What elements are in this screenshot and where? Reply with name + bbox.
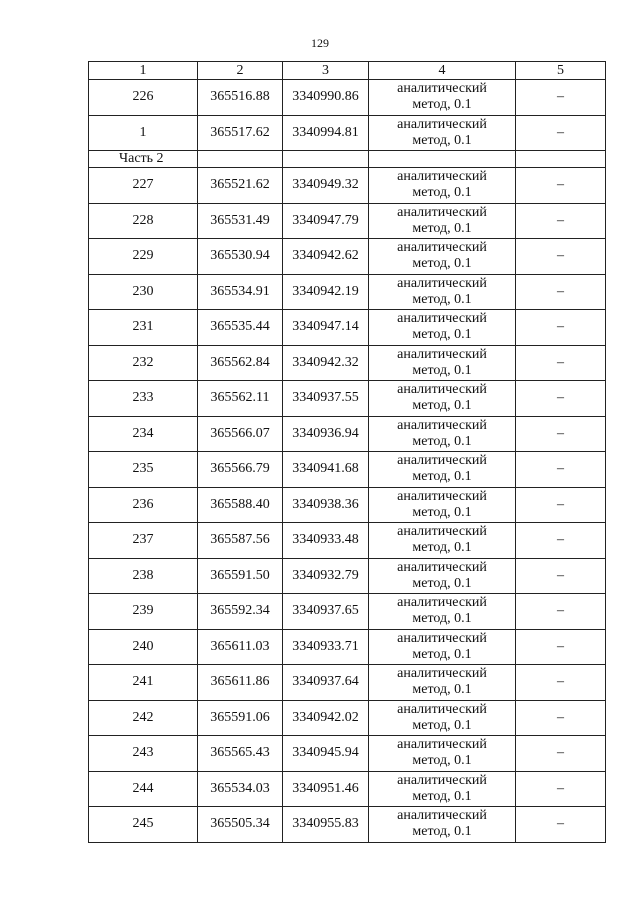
table-row [89,665,606,701]
method-accuracy: метод, 0.1 [412,540,472,556]
point-number-cell: 227 [89,168,198,204]
point-number-cell: 232 [89,345,198,381]
method-accuracy: метод, 0.1 [412,646,472,662]
method-cell [369,629,516,665]
note-cell: – [516,345,606,381]
section-label: Часть 2 [89,151,198,168]
method-name: аналитический [397,737,487,753]
method-cell [369,736,516,772]
y-coordinate-cell: 3340942.62 [283,239,369,275]
x-coordinate-cell: 365566.79 [198,452,283,488]
method-accuracy: метод, 0.1 [412,824,472,840]
note-cell: – [516,665,606,701]
table-row [89,381,606,417]
note-cell: – [516,594,606,630]
x-coordinate-cell: 365611.03 [198,629,283,665]
point-number-cell: 241 [89,665,198,701]
table-row [89,345,606,381]
point-number-cell: 238 [89,558,198,594]
method-accuracy: метод, 0.1 [412,504,472,520]
x-coordinate-cell: 365517.62 [198,115,283,151]
method-cell [369,203,516,239]
note-cell: – [516,115,606,151]
table-row [89,416,606,452]
x-coordinate-cell: 365562.11 [198,381,283,417]
method-name: аналитический [397,116,487,132]
header-col-4: 4 [369,62,516,80]
point-number-cell: 228 [89,203,198,239]
y-coordinate-cell: 3340937.55 [283,381,369,417]
table-row [89,452,606,488]
method-cell [369,274,516,310]
x-coordinate-cell: 365566.07 [198,416,283,452]
table-row [89,700,606,736]
method-name: аналитический [397,701,487,717]
x-coordinate-cell: 365531.49 [198,203,283,239]
method-cell [369,345,516,381]
y-coordinate-cell: 3340951.46 [283,771,369,807]
y-coordinate-cell: 3340933.71 [283,629,369,665]
method-name: аналитический [397,808,487,824]
table-row [89,274,606,310]
x-coordinate-cell: 365565.43 [198,736,283,772]
note-cell: – [516,168,606,204]
table-body [89,80,606,843]
y-coordinate-cell: 3340947.79 [283,203,369,239]
x-coordinate-cell: 365592.34 [198,594,283,630]
table-row [89,736,606,772]
x-coordinate-cell: 365591.06 [198,700,283,736]
method-cell [369,239,516,275]
point-number-cell: 245 [89,807,198,843]
method-name: аналитический [397,488,487,504]
method-accuracy: метод, 0.1 [412,256,472,272]
table-row [89,168,606,204]
note-cell: – [516,523,606,559]
y-coordinate-cell: 3340990.86 [283,80,369,116]
method-accuracy: метод, 0.1 [412,291,472,307]
method-name: аналитический [397,453,487,469]
table-row [89,807,606,843]
method-cell [369,452,516,488]
table-row [89,594,606,630]
method-accuracy: метод, 0.1 [412,611,472,627]
y-coordinate-cell: 3340936.94 [283,416,369,452]
header-col-2: 2 [198,62,283,80]
page-number: 129 [311,36,329,50]
method-cell [369,168,516,204]
note-cell: – [516,452,606,488]
table-row [89,203,606,239]
table-row [89,115,606,151]
y-coordinate-cell: 3340938.36 [283,487,369,523]
note-cell: – [516,381,606,417]
method-name: аналитический [397,630,487,646]
header-col-1: 1 [89,62,198,80]
point-number-cell: 240 [89,629,198,665]
method-name: аналитический [397,204,487,220]
method-name: аналитический [397,275,487,291]
method-cell [369,700,516,736]
note-cell: – [516,80,606,116]
x-coordinate-cell: 365505.34 [198,807,283,843]
method-name: аналитический [397,559,487,575]
header-col-5: 5 [516,62,606,80]
method-accuracy: метод, 0.1 [412,362,472,378]
method-name: аналитический [397,311,487,327]
x-coordinate-cell: 365534.03 [198,771,283,807]
y-coordinate-cell: 3340947.14 [283,310,369,346]
method-accuracy: метод, 0.1 [412,717,472,733]
point-number-cell: 237 [89,523,198,559]
method-cell [369,807,516,843]
table-row [89,239,606,275]
method-cell [369,558,516,594]
method-accuracy: метод, 0.1 [412,788,472,804]
y-coordinate-cell: 3340937.64 [283,665,369,701]
table-row [89,771,606,807]
point-number-cell: 233 [89,381,198,417]
point-number-cell: 236 [89,487,198,523]
y-coordinate-cell: 3340942.19 [283,274,369,310]
table-row [89,80,606,116]
method-accuracy: метод, 0.1 [412,97,472,113]
point-number-cell: 234 [89,416,198,452]
point-number-cell: 230 [89,274,198,310]
y-coordinate-cell: 3340937.65 [283,594,369,630]
method-accuracy: метод, 0.1 [412,433,472,449]
x-coordinate-cell: 365534.91 [198,274,283,310]
y-coordinate-cell: 3340949.32 [283,168,369,204]
method-name: аналитический [397,346,487,362]
coordinates-table [88,61,606,843]
x-coordinate-cell: 365516.88 [198,80,283,116]
x-coordinate-cell: 365591.50 [198,558,283,594]
point-number-cell: 242 [89,700,198,736]
empty-cell [198,151,283,168]
point-number-cell: 239 [89,594,198,630]
method-cell [369,416,516,452]
header-col-3: 3 [283,62,369,80]
x-coordinate-cell: 365535.44 [198,310,283,346]
table-row [89,310,606,346]
method-accuracy: метод, 0.1 [412,327,472,343]
point-number-cell: 243 [89,736,198,772]
method-cell [369,594,516,630]
point-number-cell: 226 [89,80,198,116]
note-cell: – [516,239,606,275]
method-name: аналитический [397,524,487,540]
method-cell [369,115,516,151]
method-name: аналитический [397,666,487,682]
method-accuracy: метод, 0.1 [412,469,472,485]
method-cell [369,487,516,523]
method-name: аналитический [397,772,487,788]
method-name: аналитический [397,382,487,398]
note-cell: – [516,203,606,239]
y-coordinate-cell: 3340942.32 [283,345,369,381]
x-coordinate-cell: 365521.62 [198,168,283,204]
y-coordinate-cell: 3340941.68 [283,452,369,488]
y-coordinate-cell: 3340933.48 [283,523,369,559]
table-row [89,629,606,665]
method-cell [369,665,516,701]
note-cell: – [516,700,606,736]
method-name: аналитический [397,240,487,256]
empty-cell [516,151,606,168]
y-coordinate-cell: 3340994.81 [283,115,369,151]
method-accuracy: метод, 0.1 [412,220,472,236]
note-cell: – [516,416,606,452]
y-coordinate-cell: 3340945.94 [283,736,369,772]
table-section-row [89,151,606,168]
method-name: аналитический [397,417,487,433]
y-coordinate-cell: 3340942.02 [283,700,369,736]
note-cell: – [516,487,606,523]
table-row [89,523,606,559]
method-accuracy: метод, 0.1 [412,682,472,698]
method-cell [369,771,516,807]
point-number-cell: 229 [89,239,198,275]
method-cell [369,523,516,559]
table-row [89,487,606,523]
table-row [89,558,606,594]
note-cell: – [516,558,606,594]
empty-cell [283,151,369,168]
method-cell [369,381,516,417]
point-number-cell: 244 [89,771,198,807]
method-name: аналитический [397,169,487,185]
method-name: аналитический [397,595,487,611]
x-coordinate-cell: 365611.86 [198,665,283,701]
method-cell [369,310,516,346]
point-number-cell: 235 [89,452,198,488]
x-coordinate-cell: 365587.56 [198,523,283,559]
method-name: аналитический [397,81,487,97]
y-coordinate-cell: 3340955.83 [283,807,369,843]
note-cell: – [516,771,606,807]
method-accuracy: метод, 0.1 [412,398,472,414]
note-cell: – [516,274,606,310]
method-accuracy: метод, 0.1 [412,575,472,591]
note-cell: – [516,736,606,772]
note-cell: – [516,807,606,843]
y-coordinate-cell: 3340932.79 [283,558,369,594]
point-number-cell: 1 [89,115,198,151]
method-accuracy: метод, 0.1 [412,132,472,148]
method-accuracy: метод, 0.1 [412,753,472,769]
note-cell: – [516,629,606,665]
x-coordinate-cell: 365588.40 [198,487,283,523]
empty-cell [369,151,516,168]
method-accuracy: метод, 0.1 [412,185,472,201]
x-coordinate-cell: 365530.94 [198,239,283,275]
x-coordinate-cell: 365562.84 [198,345,283,381]
table-header-row [89,62,606,80]
note-cell: – [516,310,606,346]
point-number-cell: 231 [89,310,198,346]
method-cell [369,80,516,116]
